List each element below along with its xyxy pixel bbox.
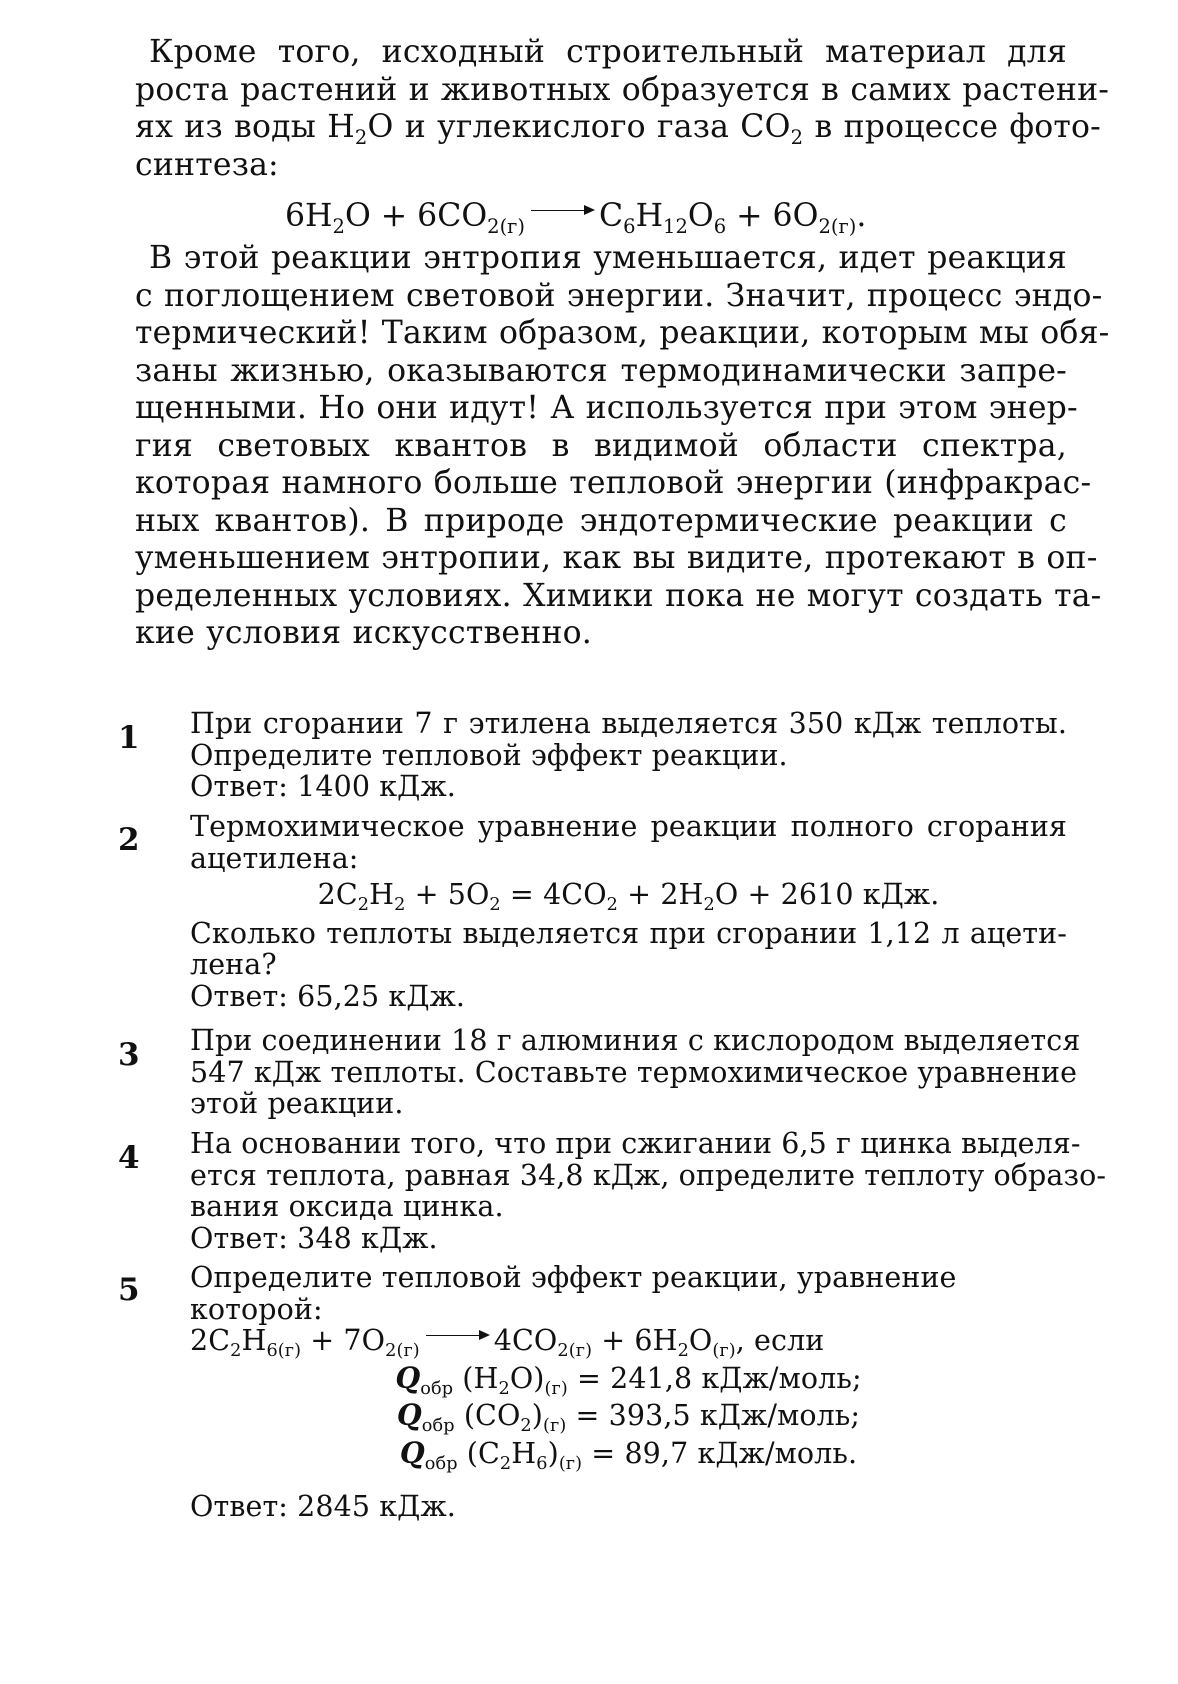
reaction-arrow-icon [531, 210, 593, 211]
body-line: заны жизнью, оказываются термодинамически запре- [135, 352, 1067, 389]
body-line: ных квантов). В природе эндотермические реакции с [135, 502, 1067, 539]
task-2-number: 2 [118, 822, 140, 858]
eq-rhs-part: O [687, 198, 714, 234]
subscript: 6(г) [266, 1341, 302, 1362]
body-line: кие условия искусственно. [135, 615, 593, 651]
q-part: ) [547, 1436, 559, 1470]
task-3-line-1: При соединении 18 г алюминия с кислородом выделяется [190, 1024, 1081, 1057]
q-part: O) [509, 1361, 545, 1395]
subscript: (г) [544, 1378, 568, 1399]
q-part: ) [531, 1399, 543, 1432]
subscript: 2 [677, 1341, 689, 1362]
task-2 [190, 811, 1067, 1012]
subscript: обр [421, 1416, 455, 1437]
eq-part: + 5O [405, 878, 490, 911]
subscript: 6 [713, 214, 727, 238]
reaction-arrow-icon [426, 1335, 488, 1336]
task-2-line-4: лена? [190, 948, 277, 981]
eq-part: + 2H [618, 878, 704, 911]
q-water-line [190, 1360, 1067, 1399]
eq-lhs-part: O + 6CO [344, 198, 488, 234]
eq-part: H [369, 878, 395, 911]
ethane-equation [190, 1324, 1067, 1362]
task-2-answer: Ответ: 65,25 кДж. [190, 979, 466, 1013]
subscript: (г) [543, 1416, 567, 1437]
eq-part: , если [735, 1324, 825, 1357]
task-1-line-1: При сгорании 7 г этилена выделяется 350 кДж теплоты. [190, 707, 1067, 740]
eq-rhs-part: + 6O [726, 198, 819, 234]
task-5-line-1: Определите тепловой эффект реакции, уравнение которой: [190, 1261, 957, 1326]
task-3-line-3: этой реакции. [190, 1087, 404, 1120]
task-2-line-3: Сколько теплоты выделяется при сгорании 1,12 л ацети- [190, 916, 1067, 950]
subscript: 2(г) [818, 214, 857, 238]
q-co2-line [190, 1398, 1067, 1437]
intro-line-3-part-c: в процессе фото- [803, 109, 1102, 145]
q-part: = 241,8 кДж/моль; [567, 1361, 862, 1395]
photosynthesis-equation [285, 198, 867, 238]
task-4-line-1: На основании того, что при сжигании 6,5 г цинка выделя- [190, 1127, 1081, 1160]
subscript: (г) [558, 1453, 583, 1474]
subscript: 12 [663, 214, 688, 238]
body-line: ределенных условиях. Химики пока не могут создать та- [135, 577, 1102, 614]
intro-line-3-part-a: ях из воды H [135, 109, 355, 145]
eq-part: = 4CO [500, 878, 607, 911]
task-3-line-2: 547 кДж теплоты. Составьте термохимическое уравнение [190, 1055, 1078, 1089]
q-symbol: Q [396, 1398, 422, 1432]
body-paragraph [135, 240, 1110, 653]
eq-end: . [856, 198, 867, 234]
task-2-line-1: Термохимическое уравнение реакции полного сгорания [190, 810, 1067, 843]
intro-line-3-part-b: O и углекислого газа CO [367, 109, 791, 145]
body-line: которая намного больше тепловой энергии (инфракрас- [135, 465, 1092, 501]
intro-paragraph [135, 34, 1110, 184]
task-5-number: 5 [118, 1272, 140, 1308]
eq-part: + 7O [301, 1324, 386, 1357]
task-3 [190, 1024, 1081, 1120]
eq-part: 4CO [493, 1324, 558, 1357]
eq-rhs-part: C [599, 198, 624, 234]
q-part: (C [457, 1436, 500, 1470]
subscript: 2(г) [385, 1341, 420, 1362]
subscript: обр [424, 1453, 458, 1474]
subscript: обр [420, 1378, 454, 1399]
acetylene-equation [190, 878, 1067, 916]
q-part: = 393,5 кДж/моль; [566, 1399, 861, 1432]
intro-line-4: синтеза: [135, 146, 279, 183]
subscript: 2 [606, 895, 619, 916]
intro-line-2: роста растений и животных образуется в самих растени- [135, 71, 1110, 108]
q-part: = 89,7 кДж/моль. [582, 1436, 858, 1470]
subscript: 2 [332, 214, 345, 238]
subscript: 6 [623, 214, 636, 238]
task-4 [190, 1127, 1107, 1255]
task-4-number: 4 [118, 1140, 140, 1176]
eq-part: 2C [317, 878, 358, 911]
task-4-line-2: ется теплота, равная 34,8 кДж, определите теплоту образо- [190, 1158, 1107, 1192]
eq-lhs-part: 6H [285, 198, 333, 234]
task-4-line-3: вания оксида цинка. [190, 1190, 504, 1223]
body-line: с поглощением световой энергии. Значит, процесс эндо- [135, 277, 1103, 314]
subscript: 2 [354, 125, 368, 149]
eq-rhs-part: H [635, 198, 664, 234]
task-5-answer: Ответ: 2845 кДж. [190, 1490, 456, 1523]
subscript: 2 [489, 895, 501, 916]
task-1-line-2: Определите тепловой эффект реакции. [190, 738, 788, 772]
subscript: 2 [703, 895, 715, 916]
task-3-number: 3 [118, 1037, 140, 1073]
q-part: H [511, 1436, 537, 1470]
subscript: 2 [520, 1416, 532, 1437]
q-ethane-line [190, 1435, 1067, 1474]
task-4-answer: Ответ: 348 кДж. [190, 1221, 438, 1255]
subscript: 2 [498, 1378, 510, 1399]
eq-part: O + 2610 кДж. [714, 878, 940, 911]
subscript: 6 [536, 1453, 548, 1474]
subscript: 2 [230, 1341, 242, 1362]
q-part: (H [453, 1361, 499, 1395]
eq-part: H [241, 1324, 267, 1357]
task-5 [190, 1262, 1067, 1523]
task-2-line-2: ацетилена: [190, 841, 359, 875]
intro-line-1: Кроме того, исходный строительный материал для [149, 34, 1067, 70]
q-symbol: Q [399, 1435, 425, 1470]
task-1-answer: Ответ: 1400 кДж. [190, 770, 456, 803]
subscript: (г) [712, 1341, 736, 1362]
subscript: 2 [790, 125, 804, 149]
subscript: 2 [499, 1453, 512, 1474]
intro-line-3 [135, 109, 1102, 149]
body-line: В этой реакции энтропия уменьшается, идет реакция [149, 240, 1067, 276]
subscript: 2(г) [487, 214, 526, 238]
eq-part: 2C [190, 1324, 231, 1357]
body-line: уменьшением энтропии, как вы видите, протекают в оп- [135, 540, 1098, 576]
body-line: гия световых квантов в видимой области спектра, [135, 427, 1067, 464]
q-symbol: Q [395, 1360, 421, 1395]
task-1-number: 1 [118, 720, 140, 756]
body-line: щенными. Но они идут! А используется при этом энер- [135, 390, 1078, 426]
eq-part: + 6H [592, 1324, 678, 1357]
task-1 [190, 708, 1067, 803]
subscript: 2(г) [557, 1341, 593, 1362]
q-part: (CO [454, 1399, 521, 1432]
subscript: 2 [357, 895, 370, 916]
subscript: 2 [394, 895, 406, 916]
eq-part: O [688, 1324, 713, 1357]
body-line: термический! Таким образом, реакции, которым мы обя- [135, 315, 1110, 351]
